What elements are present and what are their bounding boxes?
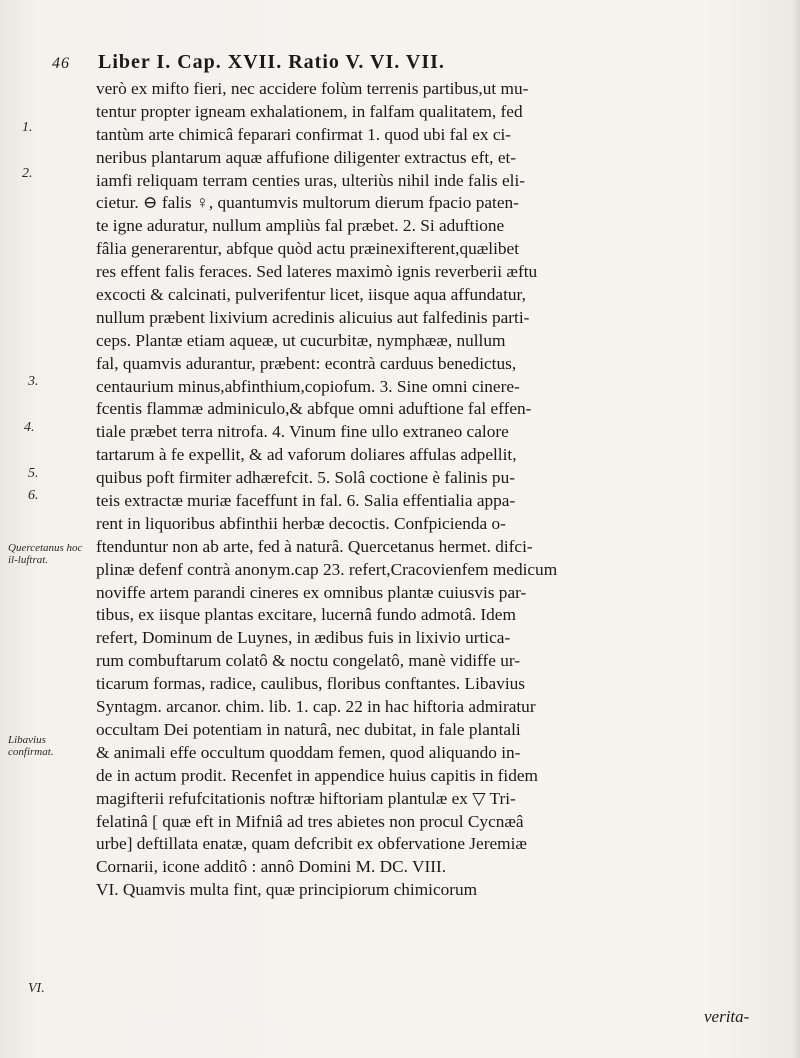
text-line: rent in liquoribus abfinthii herbæ decoctis. Confpicienda o-: [96, 513, 506, 533]
text-line: fcentis flammæ adminiculo,& abfque omni aduftione fal effen-: [96, 399, 532, 419]
text-line: res effent falis feraces. Sed lateres maximò ignis reverberii æftu: [96, 262, 538, 282]
running-title: Liber I. Cap. XVII. Ratio V. VI. VII.: [98, 51, 445, 73]
text-line: tiale præbet terra nitrofa. 4. Vinum fine ullo extraneo calore: [96, 422, 509, 442]
text-line: felatinâ [ quæ eft in Mifniâ ad tres abietes non procul Cycnæâ: [96, 811, 524, 831]
text-line: tantùm arte chimicâ feparari confirmat 1. quod ubi fal ex ci-: [96, 124, 512, 144]
margin-number-6: 6.: [28, 488, 39, 503]
margin-number-5: 5.: [28, 466, 39, 481]
text-line: magifterii refufcitationis noftræ hiftoriam plantulæ ex ▽ Tri-: [96, 788, 516, 808]
margin-number-3: 3.: [28, 374, 39, 389]
text-line: verò ex mifto fieri, nec accidere folùm terrenis partibus,ut mu-: [96, 79, 529, 98]
text-line: centaurium minus,abfinthium,copiofum. 3. Sine omni cinere-: [96, 376, 520, 396]
text-line: tartarum à fe expellit, & ad vaforum doliares affulas adpellit,: [96, 445, 517, 465]
main-text-block: [96, 78, 756, 902]
margin-number-4: 4.: [24, 420, 35, 435]
text-line: te igne aduratur, nullum ampliùs fal præbet. 2. Si aduftione: [96, 216, 505, 236]
text-line: fâlia generarentur, abfque quòd actu præinexifterent,quælibet: [96, 239, 520, 259]
text-line: Syntagm. arcanor. chim. lib. 1. cap. 22 in hac hiftoria admiratur: [96, 697, 536, 717]
text-line: urbe] deftillata enatæ, quam defcribit ex obfervatione Jeremiæ: [96, 834, 527, 854]
text-line: refert, Dominum de Luynes, in ædibus fuis in lixivio urtica-: [96, 628, 511, 648]
text-line: tibus, ex iisque plantas excitare, lucernâ fundo admotâ. Idem: [96, 605, 516, 625]
margin-number-vi: VI.: [28, 981, 45, 996]
text-line: tentur propter igneam exhalationem, in falfam qualitatem, fed: [96, 101, 523, 121]
text-line: & animali effe occultum quoddam femen, quod aliquando in-: [96, 742, 521, 762]
text-line: neribus plantarum aquæ affufione diligenter extractus eft, et-: [96, 147, 517, 167]
text-line: cietur. ⊖ falis ♀, quantumvis multorum dierum fpacio paten-: [96, 193, 519, 213]
page-edge-shadow: [792, 0, 800, 1058]
text-line: teis extractæ muriæ faceffunt in fal. 6. Salia effentialia appa-: [96, 491, 516, 511]
margin-number-2: 2.: [22, 166, 33, 181]
text-line: Cornarii, icone additô : annô Domini M. DC. VIII.: [96, 857, 447, 877]
text-line: occultam Dei potentiam in naturâ, nec dubitat, in fale plantali: [96, 719, 521, 739]
text-line: excocti & calcinati, pulverifentur licet, iisque aqua affundatur,: [96, 285, 526, 305]
text-line: ticarum formas, radice, caulibus, floribus conftantes. Libavius: [96, 674, 526, 694]
text-line: rum combuftarum colatô & noctu congelatô, manè vidiffe ur-: [96, 651, 521, 671]
text-line: noviffe artem parandi cineres ex omnibus plantæ cuiusvis par-: [96, 582, 527, 602]
text-line: ftenduntur non ab arte, fed à naturâ. Quercetanus hermet. difci-: [96, 536, 533, 556]
text-line: iamfi reliquam terram centies uras, ulteriùs nihil inde falis eli-: [96, 170, 526, 190]
text-line: quibus poft firmiter adhærefcit. 5. Solâ coctione è falinis pu-: [96, 468, 515, 488]
margin-number-1: 1.: [22, 120, 33, 135]
catchword: verita-: [704, 1007, 750, 1026]
text-line: nullum præbent lixivium acredinis alicuius aut falfedinis parti-: [96, 307, 530, 327]
margin-note-libavius: Libavius confirmat.: [8, 734, 54, 758]
page-number: 46: [52, 55, 70, 72]
margin-note-quercetanus: Quercetanus hoc il-luftrat.: [8, 542, 83, 566]
text-line: fal, quamvis adurantur, præbent: econtrà carduus benedictus,: [96, 353, 517, 373]
text-line: ceps. Plantæ etiam aqueæ, ut cucurbitæ, nymphææ, nullum: [96, 330, 506, 350]
text-line: de in actum prodit. Recenfet in appendice huius capitis in fidem: [96, 765, 538, 785]
text-line: plinæ defenf contrà anonym.cap 23. refert,Cracovienfem medicum: [96, 559, 558, 579]
running-header: [52, 50, 752, 74]
text-line: VI. Quamvis multa fint, quæ principiorum chimicorum: [96, 880, 478, 900]
